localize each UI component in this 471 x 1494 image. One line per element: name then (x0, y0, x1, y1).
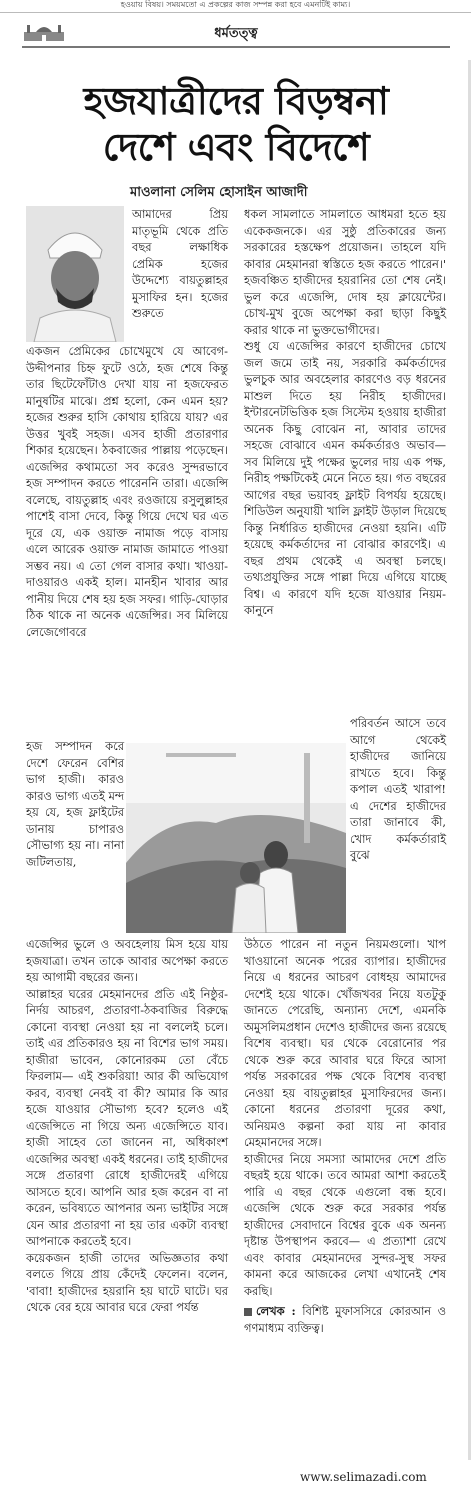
author-website[interactable]: www.selimazadi.com (300, 1470, 427, 1484)
author-note: লেখক : বিশিষ্ট মুফাসসিরে কোরআন ও গণমাধ্যম ব্যক্তিত্ব। (244, 1304, 446, 1335)
section-label: ধর্মতত্ত্ব (214, 26, 258, 41)
square-bullet-icon (244, 1308, 252, 1316)
author-photo (26, 206, 124, 342)
article-title-line-2: দেশে এবং বিদেশে (102, 124, 370, 169)
paragraph: আল্লাহর ঘরের মেহমানদের প্রতি এই নিষ্ঠুর-নির্দয় আচরণ, প্রতারণা-ঠকবাজির বিরুদ্ধে কোনো ব্যবস্থা নেওয়া হয় না বললেই চলে। তাই এর প্রতিকারও হয় না বিশের ভাগ সময়। হাজীরা ভাবেন, কোনোরকম তো বেঁচে ফিরলাম— এই শুকরিয়া! আর কী অভিযোগ করব, ব্যবস্থা নেবই বা কী? আমার কি আর হজে যাওয়ার সৌভাগ্য হবে? হলেও এই এজেন্সিতে না গিয়ে অন্য এজেন্সিতে যাব। হাজী সাহেব তো জানেন না, অধিকাংশ এজেন্সির অবস্থা একই ধরনের। তাই হাজীদের সঙ্গে প্রতারণা রোধে হাজীদেরই এগিয়ে আসতে হবে। আপনি আর হজ করেন বা না করেন, ভবিষ্যতে আপনার অন্য ভাইটির সঙ্গে যেন আর প্রতারণা না হয় তার একটা ব্যবস্থা আপনাকে করতেই হবে। (26, 986, 228, 1248)
paragraph: কয়েকজন হাজী তাদের অভিজ্ঞতার কথা বলতে গিয়ে প্রায় কেঁদেই ফেলেন। বলেন, 'বাবা! হাজীদের হয়রানি হয় ঘাটে ঘাটে। ঘর থেকে বের হয়ে আবার ঘরে ফেরা পর্যন্ত (26, 1250, 228, 1314)
paragraph: হাজীদের নিয়ে সমস্যা আমাদের দেশে প্রতি বছরই হয়ে থাকে। তবে আমরা আশা করতেই পারি এ বছর থেকে এগুলো বন্ধ হবে। এজেন্সি থেকে শুরু করে সরকার পর্যন্ত হাজীদের সেবাদানে বিশ্বের বুকে এক অনন্য দৃষ্টান্ত উপস্থাপন করবে— এ প্রত্যাশা রেখে এবং কাবার মেহমানদের সুন্দর-সুস্থ সফর কামনা করে আজকের লেখা এখানেই শেষ করছি। (244, 1151, 446, 1298)
column-2-wrap-text: পরিবর্তন আসে তবে আগে থেকেই হাজীদের জানিয়ে রাখতে হবে। কিন্তু কপাল এতই খারাপ! এ দেশের হাজীদের তারা জানাবে কী, খোদ কর্মকর্তারাই বুঝে (350, 716, 446, 862)
column-1-wrap-text: হজ সম্পাদন করে দেশে ফেরেন বেশির ভাগ হাজী। কারও কারও ভাগ্য এতই মন্দ হয় যে, হজ ফ্লাইটের ডানায় চাপারও সৌভাগ্য হয় না। নানা জটিলতায়, (26, 739, 124, 869)
paragraph: একজন প্রেমিকের চোখেমুখে যে আবেগ-উদ্দীপনার চিহ্ন ফুটে ওঠে, হজ শেষে কিন্তু তার ছিটেফোঁটাও দেখা যায় না হজফেরত মানুষটির মাঝে। প্রশ্ন হলো, কেন এমন হয়? হজের শুরুর হাসি কোথায় হারিয়ে যায়? এর উত্তর খুবই সহজ। এসব হাজী প্রতারণার শিকার হয়েছেন। ঠকবাজের পাল্লায় পড়েছেন। এজেন্সির কথামতো সব করেও সুন্দরভাবে হজ সম্পাদন করতে পারেননি তারা। এজেন্সি বলেছে, বায়তুল্লাহ এবং রওজায়ে রসুলুল্লাহর পাশেই বাসা দেবে, কিন্তু গিয়ে দেখে ঘর এত দূরে যে, এক ওয়াক্ত নামাজ পড়ে বাসায় এলে আরেক ওয়াক্ত নামাজ জামাতে পাওয়া সম্ভব নয়। এ তো গেল বাসার কথা। খাওয়া-দাওয়ারও একই হাল। মানহীন খাবার আর পানীয় দিয়ে শেষ হয় হজ সফর। গাড়ি-ঘোড়ার ঠিক থাকে না অনেক এজেন্সির। সব মিলিয়ে লেজেগোবরে (26, 344, 228, 639)
section-header (22, 20, 450, 48)
column-1-continued (26, 936, 228, 1316)
paragraph: ধকল সামলাতে সামলাতে আধমরা হতে হয় একেকজনকে। এর সুষ্ঠু প্রতিকারের জন্য সরকারের হস্তক্ষেপ প্রয়োজন। তাহলে যদি কাবার মেহমানরা স্বস্তিতে হজ করতে পারেন।' হজবঞ্চিত হাজীদের হয়রানির তো শেষ নেই। ভুল করে এজেন্সি, দোষ হয় ক্লায়েন্টের। চোখ-মুখ বুজে অপেক্ষা করা ছাড়া কিছুই করার থাকে না ভুক্তভোগীদের। (244, 207, 446, 337)
column-1-text (26, 343, 228, 640)
author-byline: মাওলানা সেলিম হোসাইন আজাদী (130, 185, 308, 200)
previous-article-strip: হওয়ায় বিষয়। সময়মতো এ প্রকল্পের কাজ সম্পন্ন করা হবে এমনটিই কাম্য। (0, 0, 471, 13)
hajj-crowd-photo (126, 743, 346, 933)
article-title-line-1: হজযাত্রীদের বিড়ম্বনা (83, 78, 389, 123)
paragraph: শুধু যে এজেন্সির কারণে হাজীদের চোখে জল জমে তাই নয়, সরকারি কর্মকর্তাদের ভুলচুক আর অবহেলার কারণেও বড় ধরনের মাশুল দিতে হয় নিরীহ হাজীদের। ইন্টারনেটভিত্তিক হজ সিস্টেম হওয়ায় হাজীরা অনেক কিছু বোঝেন না, আবার তাদের সহজে বোঝাবে এমন কর্মকর্তারও অভাব— সব মিলিয়ে দুই পক্ষের ভুলের দায় এক পক্ষ, নিরীহ পক্ষটিকেই মেনে নিতে হয়। গত বছরের আগের বছর ভয়াবহ ফ্লাইট বিপর্যয় হয়েছে। শিডিউল অনুযায়ী খালি ফ্লাইট উড়াল দিয়েছে কিন্তু নির্ধারিত হাজীদের নেওয়া হয়নি। এটি হয়েছে কর্মকর্তাদের না বোঝার কারণেই। এ বছর প্রথম থেকেই এ অবস্থা চলছে। তথ্যপ্রযুক্তির সঙ্গে পাল্লা দিয়ে এগিয়ে যাচ্ছে বিশ্ব। এ কারণে যদি হজে যাওয়ার নিয়ম-কানুনে (244, 339, 446, 617)
intro-text: আমাদের প্রিয় মাতৃভূমি থেকে প্রতি বছর লক্ষাধিক প্রেমিক হজের উদ্দেশ্যে বায়তুল্লাহর মুসাফির হন। হজের শুরুতে (132, 207, 228, 320)
column-2-text (244, 206, 446, 619)
column-2-continued (244, 936, 446, 1336)
paragraph: উঠতে পারেন না নতুন নিয়মগুলো। খাপ খাওয়ানো অনেক পরের ব্যাপার। হাজীদের নিয়ে এ ধরনের আচরণ বোধহয় আমাদের দেশেই হয়ে থাকে। খোঁজখবর নিয়ে যতটুকু জানতে পেরেছি, অন্যান্য দেশে, এমনকি অমুসলিমপ্রধান দেশেও হাজীদের জন্য রয়েছে বিশেষ ব্যবস্থা। ঘর থেকে বেরোনোর পর থেকে শুরু করে আবার ঘরে ফিরে আসা পর্যন্ত সরকারের পক্ষ থেকে বিশেষ ব্যবস্থা নেওয়া হয় বায়তুল্লাহর মুসাফিরদের জন্য। কোনো ধরনের প্রতারণা দূরের কথা, অনিয়মও কল্পনা করা যায় না কাবার মেহমানদের সঙ্গে। (244, 937, 446, 1149)
paragraph: এজেন্সির ভুলে ও অবহেলায় মিস হয়ে যায় হজযাত্রা। তখন তাকে আবার অপেক্ষা করতে হয় আগামী বছরের জন্য। (26, 937, 228, 984)
